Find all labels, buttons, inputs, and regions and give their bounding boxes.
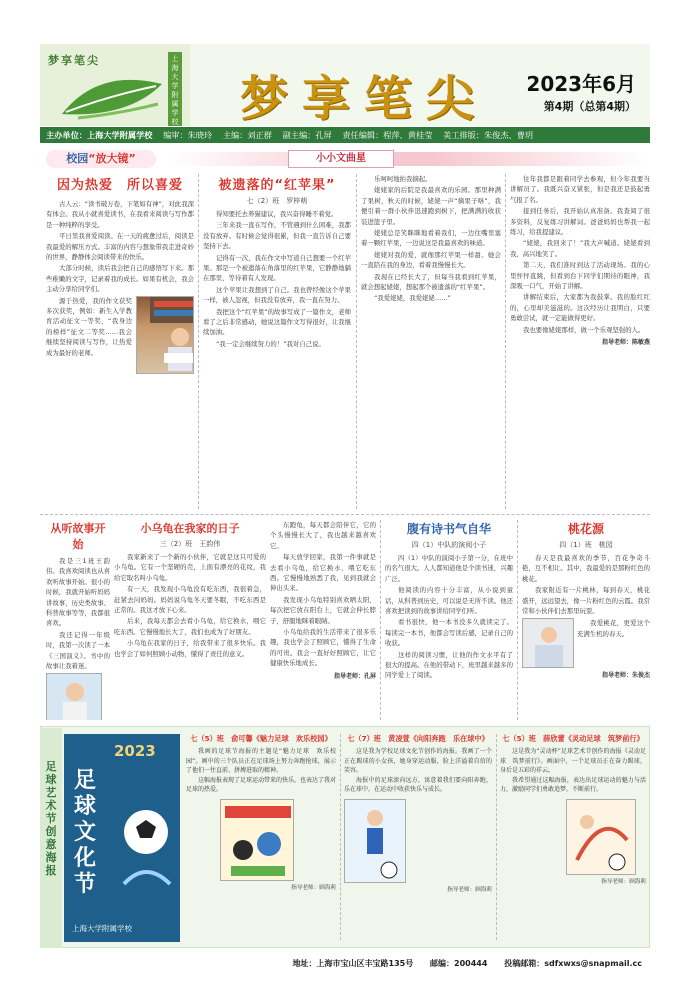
guide-teacher: 指导老师：陈敏燕 <box>601 339 650 347</box>
paragraph: “我爱姥姥，我爱姥姥……” <box>374 294 451 303</box>
paragraph: 这个苹果让我想到了自己。我也曾经像这个苹果一样，被人忽视，但我没有放弃，我一直在努力。 <box>203 285 351 305</box>
paragraph: “我一定会继续努力的！”我对自己说。 <box>216 339 325 348</box>
paragraph: 他阅读的内容十分丰富，从小说到童话，从科普到历史，可以说是无所不读。他还喜欢把读到的故事讲给同学们听。 <box>385 586 513 616</box>
poster-note-1 <box>186 734 336 944</box>
column-divider <box>505 174 506 509</box>
staff-design: 美工排版：朱俊杰、曹玥 <box>443 130 534 140</box>
footer-postcode: 邮编：200444 <box>430 959 488 968</box>
column-divider <box>198 174 199 509</box>
note-title: 七（5）班 薛欣蕾《灵动足球 筑梦前行》 <box>502 734 644 743</box>
paragraph: 古人云：“读书破万卷，下笔如有神”，对此我深有体会。我从小就喜爱读书，在我看来阅读与写作都是一种纯粹的享受。 <box>46 200 194 229</box>
article-author: 四（1）中队的演阅小子 <box>411 541 487 549</box>
reading-girl-icon <box>523 619 574 668</box>
leaf-logo-icon <box>58 74 168 120</box>
issue-date: 2023年6月 <box>526 72 636 96</box>
paragraph: 这是我为“灵动杯”足球艺术节创作的海报《灵动足球 筑梦前行》。画面中，一个足球员正在奋力踢球，身后是五彩的祥云。 <box>500 748 646 775</box>
column-divider <box>380 520 381 720</box>
article-body <box>385 553 513 681</box>
paragraph: 海报中的足球滚向远方，寓意着我们要向阳奔跑，乐在球中，在运动中收获快乐与成长。 <box>344 776 492 794</box>
page-title: 梦享笔尖 <box>240 71 489 127</box>
article-author: 四（1）班 桃园 <box>559 541 613 549</box>
paragraph: 这幅海报表现了足球运动带来的快乐，也表达了我对足球的热爱。 <box>186 776 336 794</box>
paragraph: 我爱桃花，更爱这个充满生机的春天。 <box>577 619 650 638</box>
issue-number: 第4期（总第4期） <box>543 100 636 113</box>
article-body <box>46 199 194 374</box>
paragraph: 后来，我每天都会去看小乌龟，给它换水，喂它吃东西。它慢慢地长大了，我们也成为了好朋友。 <box>114 617 266 636</box>
poster-school: 上海大学附属学校 <box>72 924 132 933</box>
note-body <box>344 747 492 795</box>
literature-bar <box>166 152 650 166</box>
paragraph: 这样的阅读习惯，让他的作文水平有了很大的提高。在他的带动下，班里越来越多的同学爱上了阅读。 <box>385 650 513 680</box>
footer-address: 地址：上海市宝山区丰宝路135号 <box>292 959 414 968</box>
article-title: 从听故事开始 <box>50 522 106 551</box>
paragraph: 我也要像姥姥那样，做一个乐观坚强的人。 <box>523 325 645 334</box>
paragraph: 大部分时候，读后我会把自己的感悟写下来。那些稚嫩的文字，记录着我的成长。如果有机会，我会主动分享给同学们。 <box>46 264 194 294</box>
poster-note-3 <box>500 734 646 944</box>
article-listening <box>46 520 110 720</box>
article-body <box>203 209 351 349</box>
paragraph: 我家附近有一片桃林，每到春天，桃花盛开，远远望去，像一片粉红色的云霞。我常常和小伙伴们去那里玩耍。 <box>522 586 650 616</box>
article-title: 腹有诗书气自华 <box>406 522 491 536</box>
article-turtle <box>114 520 266 720</box>
article-peach <box>522 520 650 720</box>
paragraph: “姥姥，我回来了！”我大声喊道。姥姥看到我，高兴地笑了。 <box>510 239 650 258</box>
paragraph: 往年我都是跟着同学去参观，但今年我要当讲解员了。我既兴奋又紧张，但是我还是鼓起勇气报了名。 <box>510 175 650 204</box>
article-body <box>270 520 376 669</box>
column-divider <box>356 174 357 509</box>
section-tab-b: “放大镜” <box>88 152 136 165</box>
paragraph: 三年来我一直在写作，不管遇到什么困难，我都没有放弃。有时候会觉得很累，但我一直告诉自己要坚持下去。 <box>203 221 351 251</box>
paragraph: 小乌龟给我的生活带来了很多乐趣，我也学会了照顾它，懂得了生命的可贵。我会一直好好照顾它，让它健康快乐地成长。 <box>270 628 376 668</box>
note-body <box>500 747 646 795</box>
paragraph: 得知要托去养猫建议，我兴奋得睡不着觉。 <box>216 210 338 218</box>
logo-school: 上海大学附属学校 <box>168 52 182 126</box>
staff-bar <box>40 127 650 143</box>
article-body <box>361 174 501 304</box>
football-icon <box>118 804 174 894</box>
paragraph: 我画的足球节海报的主题是“魅力足球 欢乐校园”。画中的三个队员正在足球场上努力奔跑抢球，展示了他们一往直前、拼搏进取的精神。 <box>186 748 336 775</box>
paragraph: 姥姥家的后院是我最喜欢的乐园。那里种满了果树，秋天的时候，姥姥一声“摘果子咯”，我便引着一群小伙伴迅速跑到树下，把满满的收获装进篮子里。 <box>361 186 501 226</box>
paragraph: 我现在已经长大了，但每当我看到红苹果，就会想起姥姥，想起那个被遗落的“红苹果”。 <box>361 272 501 292</box>
poster-year: 2023 <box>114 742 156 760</box>
paragraph: 接到任务后，我开始认真准备。我查阅了很多资料，反复练习讲解词。爸爸妈妈也帮我一起练习，给我提建议。 <box>510 207 650 237</box>
article-poetry <box>385 520 513 720</box>
guide-teacher: 指导老师：孔屏 <box>333 672 376 680</box>
guide-teacher: 指导老师：顾海莉 <box>291 884 336 891</box>
footer <box>40 954 650 974</box>
reading-photo <box>136 296 194 374</box>
article-author: 七（2）班 罗梓萌 <box>246 197 308 205</box>
staff-responsible: 责任编辑：程萍、黄桂莹 <box>342 130 433 140</box>
poster-title: 足球文化节 <box>74 768 99 897</box>
child-icon <box>47 674 102 720</box>
article-passion <box>46 174 194 512</box>
logo-panel <box>40 44 190 126</box>
masthead <box>40 44 650 126</box>
paragraph: 这是我为学校足球文化节创作的海报。我画了一个正在踢球的小女孩，她身穿运动服，脸上洋溢着自信的笑容。 <box>344 748 492 775</box>
column-divider <box>496 734 497 940</box>
paragraph: 乐呵呵地拍我摘起。 <box>374 175 432 183</box>
article-title: 小乌龟在我家的日子 <box>140 522 240 535</box>
paragraph: 我是三1班王韵伟。我喜欢阅读也从喜欢听故事开始。很小的时候，我就开始听妈妈讲故事，历史类故事、科普故事等等，我都很喜欢。 <box>46 557 110 628</box>
article-body <box>577 618 650 668</box>
article-red-apple <box>203 174 351 512</box>
runner-drawing-icon <box>345 800 406 883</box>
section-divider <box>40 514 650 515</box>
football-poster <box>64 734 180 942</box>
article-body <box>510 174 650 335</box>
paragraph: 四（1）中队的演阅小子第一分，在班中的名气很大。人人都知道他是个读书迷，兴趣广泛。 <box>385 554 513 583</box>
paragraph: 源于热爱，我的作文获奖多次获奖，例如：新生入学教育活动征文一等奖，“我身边的榜样”征文二等奖……我会继续坚持阅读与写作，让热爱成为最好的老师。 <box>46 296 132 357</box>
paragraph: 记得有一次，我在作文中写道自己想要一个红苹果。那是一个被遗落在角落里的红苹果，它静静地躺在那里，等待着有人发现。 <box>203 253 351 283</box>
child-reading-icon <box>150 297 194 374</box>
guide-teacher: 指导老师：顾海莉 <box>447 886 492 893</box>
paragraph: 春天是我最喜欢的季节，百花争奇斗艳，互不相让。其中，我最爱的是那粉红色的桃花。 <box>522 554 650 583</box>
paragraph: 讲解结束后，大家都为我鼓掌。我的脸红红的，心里却美滋滋的。这次经历让我明白，只要勇敢尝试，就一定能做得更好。 <box>510 293 650 323</box>
staff-editor: 编审：朱晓玲 <box>163 130 213 140</box>
staff-chief: 主编：刘正群 <box>222 130 272 140</box>
dancer-drawing-icon <box>567 800 636 875</box>
paragraph: 第二天，我们准时到达了活动现场。我的心里怦怦直跳，但看到台下同学们期待的眼神，我深吸一口气，开始了讲解。 <box>510 261 650 291</box>
peach-photo <box>522 618 574 668</box>
child-photo <box>46 673 102 720</box>
article-turtle-cont <box>270 520 376 720</box>
paragraph: 我发现小乌龟特别喜欢晒太阳，每次把它放在阳台上，它就会伸长脖子，舒服地眯着眼睛。 <box>270 595 376 625</box>
article-title: 桃花源 <box>567 522 604 536</box>
paragraph: 姥姥总是笑眯眯地看着我们，一边往嘴里塞着一颗红苹果，一边说这是我最喜欢的味道。 <box>361 229 501 248</box>
note-title: 七（5）班 俞可馨《魅力足球 欢乐校园》 <box>190 734 332 743</box>
paragraph: 姥姥对我的爱，就像那红苹果一样甜。她会一直陪在我的身边，看着我慢慢长大。 <box>361 250 501 270</box>
article-title: 被遗落的“红苹果” <box>218 178 336 193</box>
poster-thumb-1 <box>220 799 294 881</box>
paragraph: 小乌龟在我家的日子，给我带来了很多快乐。我也学会了如何照顾小动物，懂得了责任的意义。 <box>114 639 266 658</box>
staff-deputy: 副主编：孔屏 <box>282 130 332 140</box>
paragraph: 有一天，我发现小乌龟没有吃东西，我很着急，赶紧去问妈妈。妈妈说乌龟冬天要冬眠，不吃东西是正常的。我这才放下心来。 <box>114 585 266 615</box>
article-body <box>46 556 110 671</box>
guide-teacher: 指导老师：朱俊杰 <box>601 672 650 680</box>
column-divider <box>340 734 341 940</box>
article-author: 三（2）班 王韵伟 <box>159 540 221 548</box>
footer-email: 投稿邮箱：sdfxwxs@snapmail.cc <box>504 959 642 968</box>
paragraph: 看书很快，他一本书没多久就读完了。每读完一本书，他都会写读后感，记录自己的收获。 <box>385 618 513 648</box>
paragraph: 平日里我喜爱阅读。在一天的疲惫过后，阅读是我最爱的解压方式。丰富的内容与想象带我走进奇妙的世界，静静体会阅读带来的快乐。 <box>46 232 194 262</box>
paragraph: 我还记得一年级时，我第一次读了一本《三国演义》。书中的故事让我着迷。 <box>46 630 110 671</box>
poster-drawing-icon <box>221 800 294 881</box>
logo-text: 梦享笔尖 <box>48 54 100 67</box>
staff-host: 主办单位：上海大学附属学校 <box>46 130 153 140</box>
paragraph: 我希望通过这幅海报，表达出足球运动的魅力与活力，激励同学们勇敢追梦，不断前行。 <box>500 776 646 794</box>
article-red-apple-cont <box>361 174 501 512</box>
article-body <box>114 552 266 659</box>
poster-note-2 <box>344 734 492 944</box>
paragraph: 我把这个“红苹果”的故事写成了一篇作文，老师看了之后非常感动，她说这篇作文写得很好，让我继续加油。 <box>203 307 351 337</box>
section-tab-a: 校园 <box>66 152 89 165</box>
article-title: 因为热爱 所以喜爱 <box>56 178 183 193</box>
paragraph: 我家新来了一个新的小伙伴，它就是这只可爱的小乌龟。它有一个坚硬的壳，上面有漂亮的花纹，我给它取名叫小乌龟。 <box>114 553 266 582</box>
column-divider <box>517 520 518 720</box>
note-title: 七（7）班 黄凌萱《向阳奔跑 乐在球中》 <box>347 734 489 743</box>
article-guide <box>510 174 650 512</box>
literature-label: 小小文曲星 <box>288 150 394 168</box>
poster-thumb-2 <box>344 799 406 883</box>
guide-teacher: 指导老师：顾海莉 <box>601 878 646 885</box>
vertical-banner-text: 足球艺术节创意海报 <box>45 760 57 877</box>
paragraph: 东跑龟，每天都会陪伴它，它的个头慢慢长大了，我也越来越喜欢它。 <box>270 521 376 550</box>
poster-thumb-3 <box>566 799 636 875</box>
paragraph: 每天放学回家，我第一件事就是去看小乌龟，给它换水，喂它吃东西。它慢慢地熟悉了我，见到我就会伸出头来。 <box>270 553 376 593</box>
note-body <box>186 747 336 795</box>
article-body <box>522 553 650 616</box>
section-tab-campus <box>46 150 156 168</box>
